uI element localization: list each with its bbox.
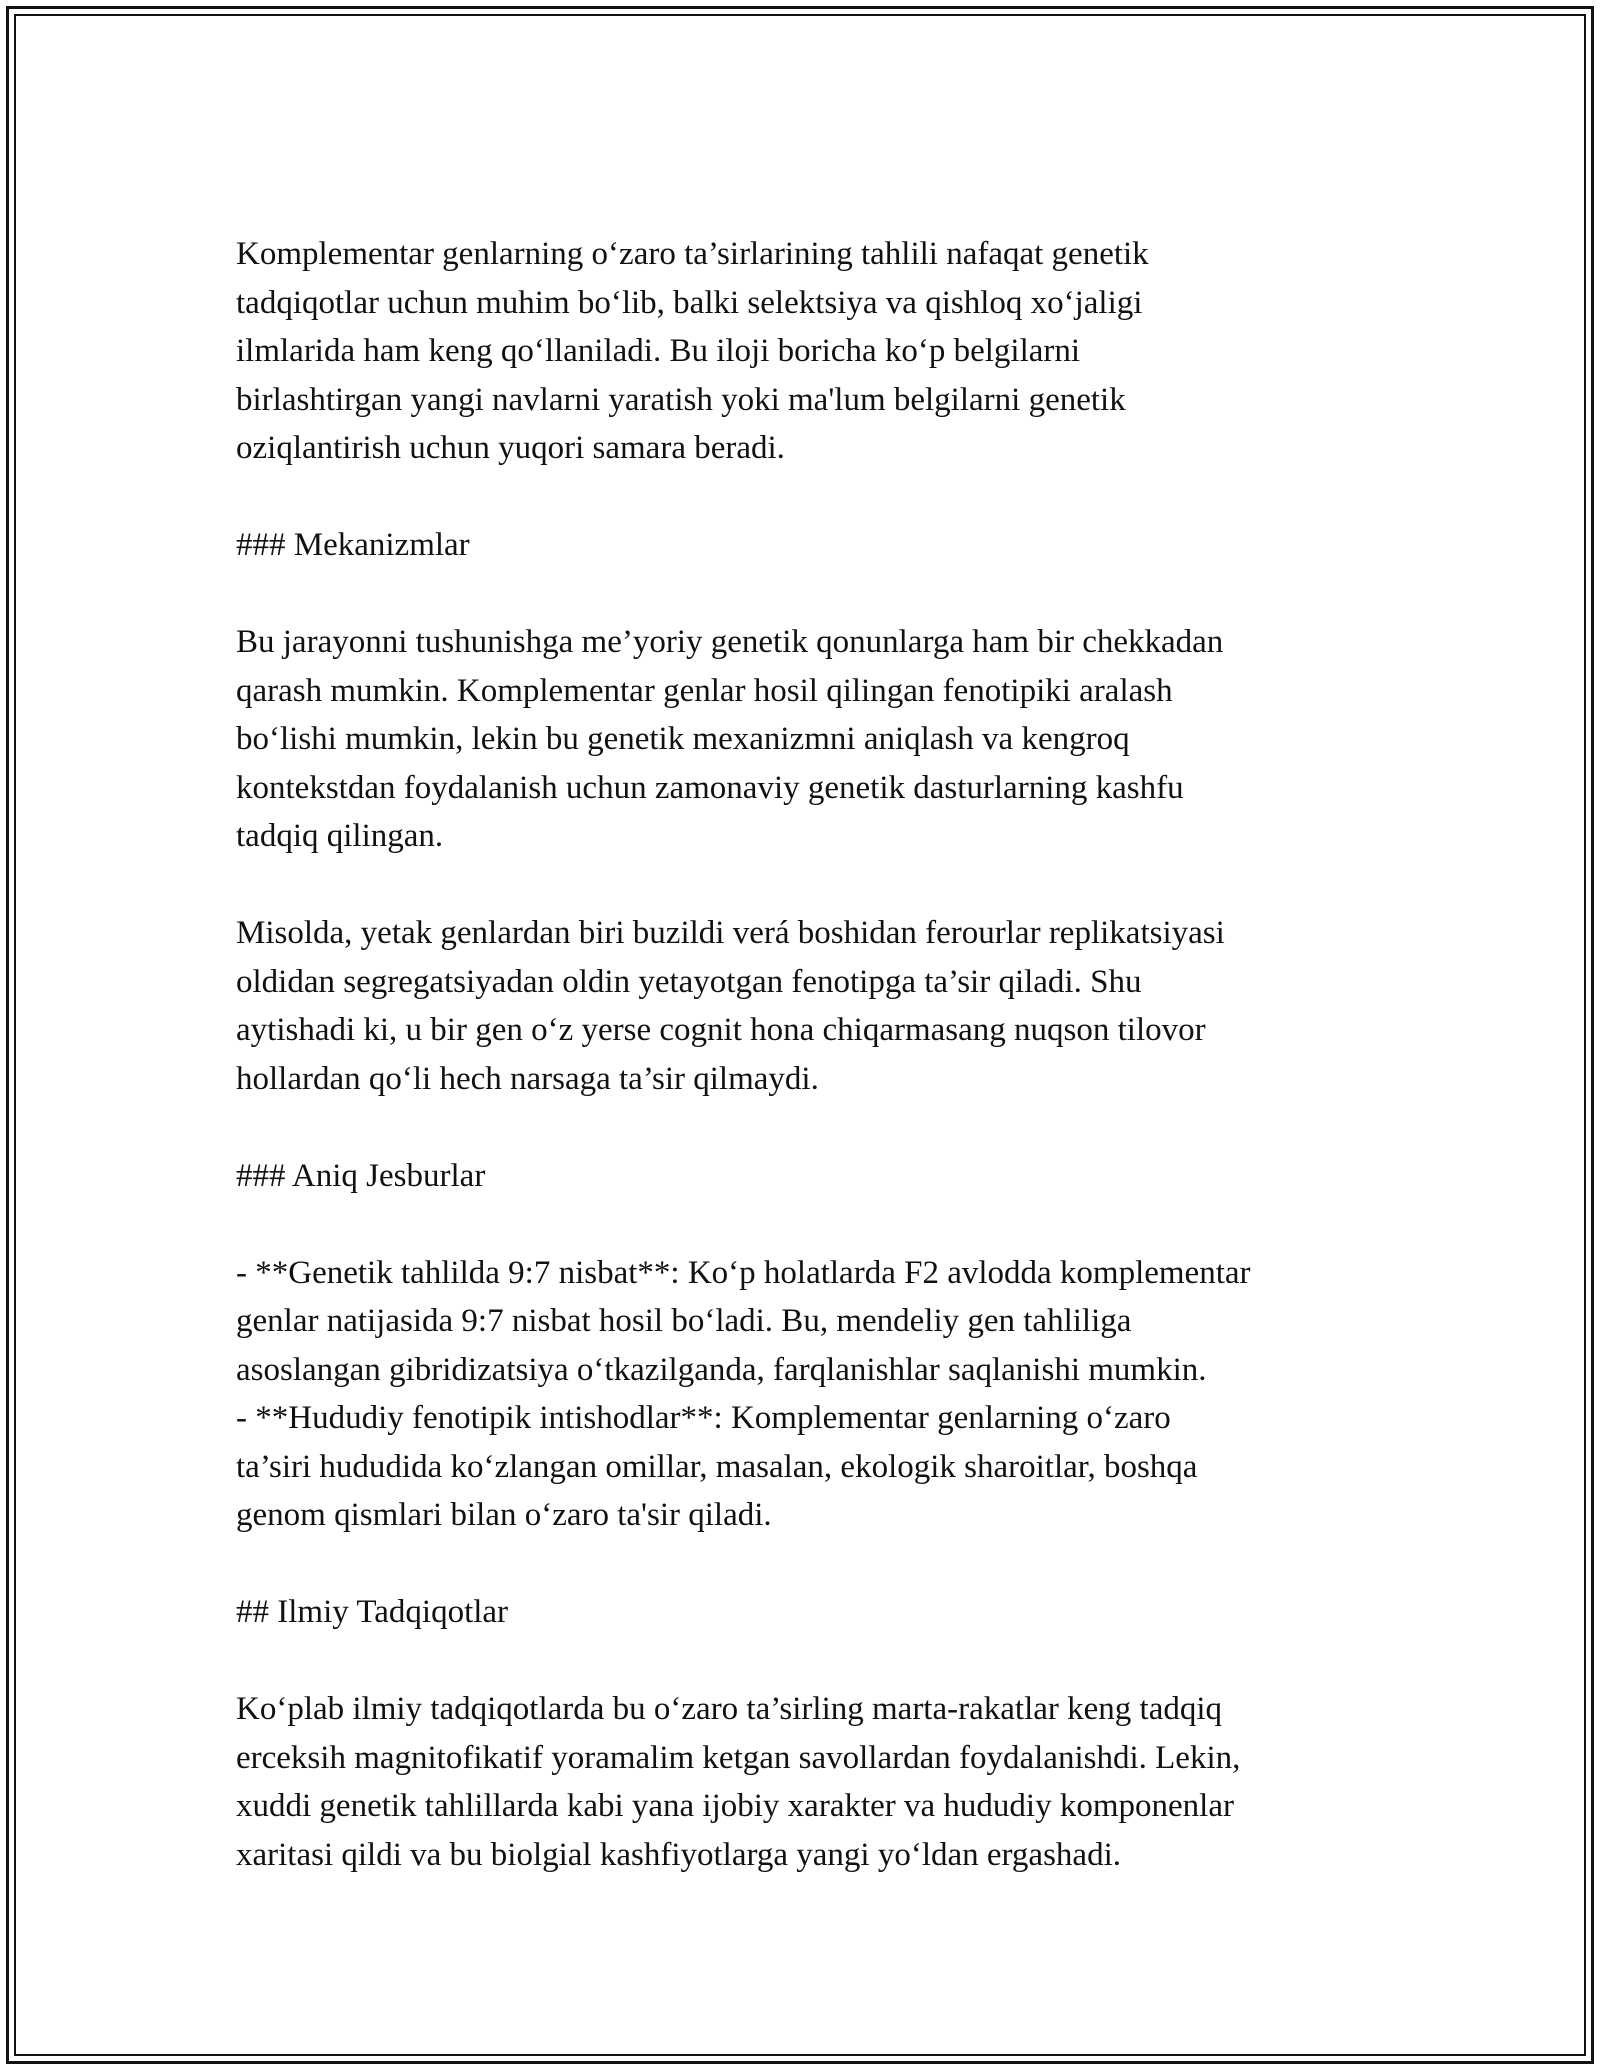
heading-aniq-jesburlar: ### Aniq Jesburlar — [236, 1157, 486, 1194]
heading-mekanizmlar: ### Mekanizmlar — [236, 527, 470, 563]
example-paragraph: Misolda, yetak genlardan biri buzildi verá boshidan ferourlar replikatsiyasi oldidan segregatsiyadan oldin yetayotgan fenotipga ta’sir qiladi. Shu aytishadi ki, u bir gen o‘z yerse cognit hona chiqarmasang nuqson tilovor hollardan qo‘li hech narsaga ta’sir qilmaydi. — [236, 915, 1225, 1097]
document-body — [236, 230, 1386, 1879]
mechanism-paragraph: Bu jarayonni tushunishga me’yoriy genetik qonunlarga ham bir chekkadan qarash mumkin. Komplementar genlar hosil qilingan fenotipiki aralash bo‘lishi mumkin, lekin bu genetik mexanizmni aniqlash va kengroq kontekstdan foydalanish uchun zamonaviy genetik dasturlarning kashfu tadqiq qilingan. — [236, 624, 1224, 854]
intro-paragraph: Komplementar genlarning o‘zaro ta’sirlarining tahlili nafaqat genetik tadqiqotlar uchun muhim bo‘lib, balki selektsiya va qishloq xo‘jaligi ilmlarida ham keng qo‘llaniladi. Bu iloji boricha ko‘p belgilarni birlashtirgan yangi navlarni yaratish yoki ma'lum belgilarni genetik oziqlantirish uchun yuqori samara beradi. — [236, 236, 1149, 466]
research-paragraph: Ko‘plab ilmiy tadqiqotlarda bu o‘zaro ta’sirling marta-rakatlar keng tadqiq erceksih magnitofikatif yoramalim ketgan savollardan foydalanishdi. Lekin, xuddi genetik tahlillarda kabi yana ijobiy xarakter va hududiy komponenlar xaritasi qildi va bu biolgial kashfiyotlarga yangi yo‘ldan ergashadi. — [236, 1691, 1241, 1873]
bullet-list: - **Genetik tahlilda 9:7 nisbat**: Ko‘p holatlarda F2 avlodda komplementar genlar natijasida 9:7 nisbat hosil bo‘ladi. Bu, mendeliy gen tahliliga asoslangan gibridizatsiya o‘tkazilganda, farqlanishlar saqlanishi mumkin. - **Hududiy fenotipik intishodlar**: Komplementar genlarning o‘zaro ta’siri hududida ko‘zlangan omillar, masalan, ekologik sharoitlar, boshqa genom qismlari bilan o‘zaro ta'sir qiladi. — [236, 1254, 1251, 1533]
heading-ilmiy-tadqiqotlar: ## Ilmiy Tadqiqotlar — [236, 1594, 509, 1630]
